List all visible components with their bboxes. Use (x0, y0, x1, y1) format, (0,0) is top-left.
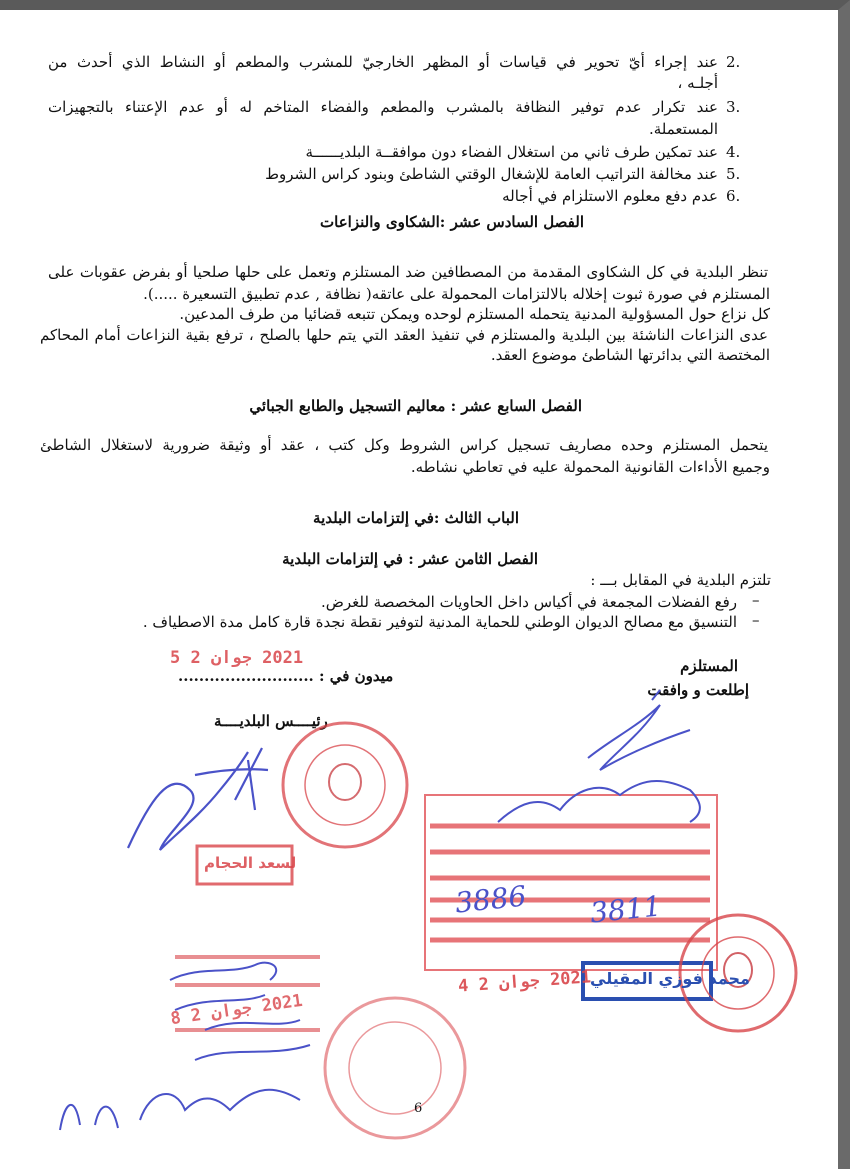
paragraph-line: تنظر البلدية في كل الشكاوى المقدمة من المصطافين ضد المستلزم وتعمل على حلها صلحيا أو بفرض عقوبات على (48, 263, 768, 281)
mayor-signature (128, 748, 268, 850)
section-heading: الفصل السابع عشر : معاليم التسجيل والطابع الجبائي (249, 397, 582, 415)
bullet-item: التنسيق مع مصالح الديوان الوطني للحماية المدنية لتوفير نقطة نجدة قارة كامل مدة الاصطياف . (142, 613, 737, 631)
list-item-number: 5. (726, 165, 741, 183)
lessee-acknowledgement: إطلعت و وافقت (647, 681, 749, 699)
registration-stamp-red (425, 795, 717, 970)
paragraph-line: عدى النزاعات الناشئة بين البلدية والمستلزم في تنفيذ العقد التي يتم حلها بالصلح ، ترفع بقية النزاعات أمام المحاكم (40, 326, 769, 344)
name-box-stamp-text: لسعد الحجام (204, 854, 297, 872)
date-stamp-right: 2021 جوان 2 4 (457, 967, 592, 997)
place-date-line: ميدون في : .......................... (178, 667, 394, 685)
handwritten-number: 3886 (453, 879, 528, 920)
section-heading: الفصل الثامن عشر : في إلتزامات البلدية (282, 550, 538, 568)
paragraph-line: كل نزاع حول المسؤولية المدنية يتحمله المستلزم لوحده ويمكن تتبعه قضائيا من طرف المدعين. (179, 305, 770, 323)
lessee-signature (588, 690, 690, 770)
list-item-text: عدم دفع معلوم الاستلزام في أجاله (502, 187, 718, 205)
part-heading: الباب الثالث :في إلتزامات البلدية (313, 509, 519, 527)
list-item-number: 2. (726, 53, 741, 71)
page-number: 6 (414, 1101, 423, 1116)
lessee-label: المستلزم (680, 657, 738, 675)
paragraph-line: وجميع الأداءات القانونية المحمولة عليه في تعاطي نشاطه. (410, 458, 770, 476)
paragraph-line: المختصة التي بدائرتها الشاطئ موضوع العقد. (490, 346, 770, 364)
bullet-item: رفع الفضلات المجمعة في أكياس داخل الحاويات المخصصة للغرض. (320, 593, 737, 611)
list-item-number: 4. (726, 143, 741, 161)
list-item-text: عند تكرار عدم توفير النظافة بالمشرب والمطعم والفضاء المتاخم له أو عدم الإعتناء بالتجهيزات (48, 98, 718, 116)
date-stamp-top: 2021 جوان 2 5 (170, 648, 304, 668)
handwriting-left-bottom (60, 963, 310, 1130)
mayor-label: رئيــــس البلديــــة (214, 712, 328, 730)
list-item-continuation: المستعملة. (648, 120, 718, 138)
paragraph-line: تلتزم البلدية في المقابل بـــ : (590, 571, 771, 589)
list-item-number: 6. (726, 187, 741, 205)
list-item-text: عند مخالفة التراتيب العامة للإشغال الوقتي الشاطئ وبنود كراس الشروط (265, 165, 718, 183)
list-item-number: 3. (726, 98, 741, 116)
municipal-seal-round-top (283, 723, 407, 847)
bullet-dash: – (752, 591, 760, 609)
handwriting-name-right (498, 781, 700, 822)
handwritten-number: 3811 (588, 889, 663, 930)
list-item-continuation: أجلـه ، (677, 74, 718, 92)
name-stamp-blue-text: محمد فوزي المقيلي (590, 969, 750, 988)
date-stamp-left: 2021 جوان 2 8 (169, 990, 304, 1030)
municipal-seal-round-bottom (325, 998, 465, 1138)
bullet-dash: – (752, 611, 760, 629)
paragraph-line: المستلزم في صورة ثبوت إخلاله بالالتزامات المحمولة على عاتقه( نظافة , عدم تطبيق التسعيرة .....). (143, 285, 770, 303)
list-item-text: عند تمكين طرف ثاني من استغلال الفضاء دون موافقــة البلديــــــة (305, 143, 718, 161)
section-heading: الفصل السادس عشر :الشكاوى والنزاعات (320, 213, 584, 231)
paragraph-line: يتحمل المستلزم وحده مصاريف تسجيل كراس الشروط وكل كتب ، عقد أو وثيقة ضرورية لاستغلال الشاطئ (40, 436, 768, 454)
list-item-text: عند إجراء أيّ تحوير في قياسات أو المظهر الخارجيّ للمشرب والمطعم أو النشاط الذي أحدث من (48, 53, 718, 71)
